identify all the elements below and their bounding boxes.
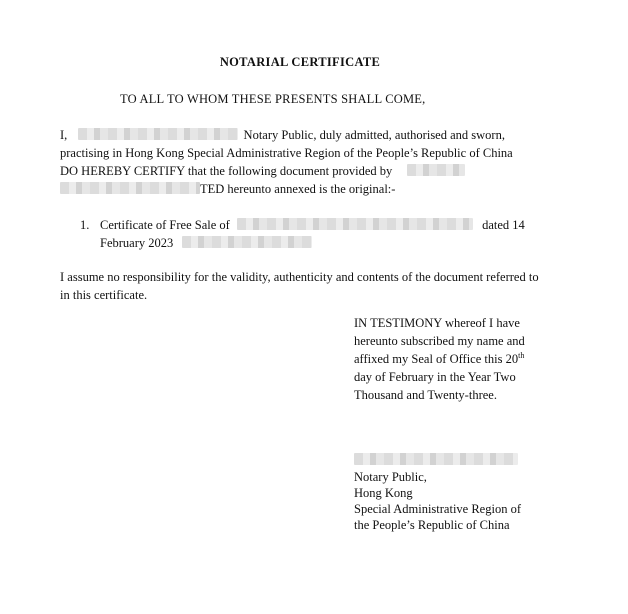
intro-suffix: Notary Public, duly admitted, authorised and sworn, (243, 128, 505, 142)
testimony-line-2: hereunto subscribed my name and (354, 334, 525, 348)
list-dated-text: dated 14 (482, 218, 525, 232)
list-certificate-text: Certificate of Free Sale of (100, 218, 230, 232)
testimony-block (354, 315, 544, 405)
redacted-product (237, 218, 473, 230)
testimony-line-5: Thousand and Twenty-three. (354, 388, 497, 402)
intro-prefix: I, (60, 128, 68, 142)
testimony-seal-text: affixed my Seal of Office this 20 (354, 352, 519, 366)
intro-annexed-text: TED hereunto annexed is the original:- (200, 182, 396, 196)
greeting: TO ALL TO WHOM THESE PRESENTS SHALL COME, (120, 92, 426, 106)
testimony-line-4: day of February in the Year Two (354, 370, 516, 384)
ordinal-suffix: th (518, 350, 525, 360)
testimony-line-3 (354, 351, 544, 369)
signature-location: Hong Kong (354, 486, 413, 500)
redacted-signature-name (354, 453, 518, 465)
intro-certify-text: DO HEREBY CERTIFY that the following document provided by (60, 164, 393, 178)
certification-paragraph (60, 126, 544, 198)
document-title: NOTARIAL CERTIFICATE (219, 55, 381, 69)
intro-line-2: practising in Hong Kong Special Administrative Region of the People’s Republic of China (60, 146, 513, 160)
signature-region-2: the People’s Republic of China (354, 518, 510, 532)
redacted-notary-name (78, 128, 238, 140)
disclaimer-paragraph: I assume no responsibility for the validity, authenticity and contents of the document referred to in this certificate. (60, 270, 539, 302)
list-number: 1. (80, 218, 90, 232)
redacted-date-detail (182, 236, 312, 248)
redacted-provider (407, 164, 465, 176)
intro-line-3 (60, 162, 544, 180)
list-date-text: February 2023 (100, 236, 174, 250)
testimony-line-1: IN TESTIMONY whereof I have (354, 316, 520, 330)
intro-line-4 (60, 180, 544, 198)
list-line-1 (100, 216, 544, 234)
list-line-2 (100, 234, 544, 252)
signature-region-1: Special Administrative Region of (354, 502, 521, 516)
list-item-body (100, 216, 544, 252)
intro-line-1 (60, 126, 544, 144)
redacted-provider-continued (60, 182, 200, 194)
signature-role: Notary Public, (354, 470, 427, 484)
signature-block (354, 453, 554, 534)
